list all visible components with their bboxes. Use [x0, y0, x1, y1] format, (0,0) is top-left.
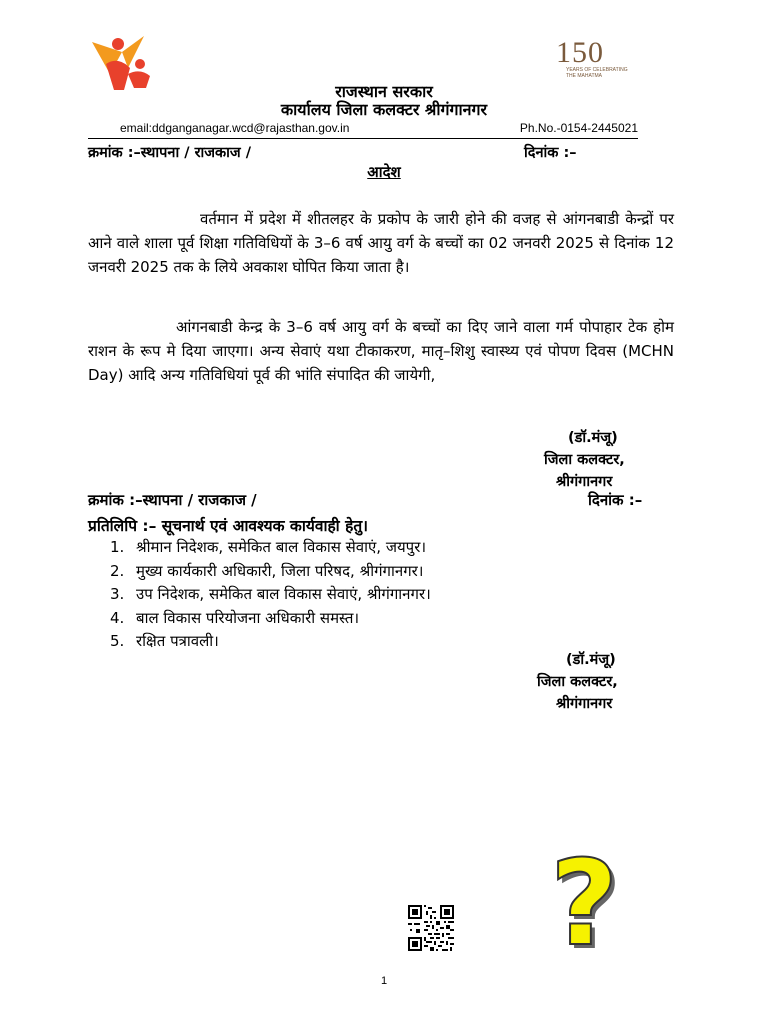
list-item: 3. उप निदेशक, समेकित बाल विकास सेवाएं, श्रीगंगानगर।: [110, 585, 431, 604]
phone-text: Ph.No.-0154-2445021: [519, 121, 638, 135]
email-text: email:ddganganagar.wcd@rajasthan.gov.in: [120, 121, 350, 135]
anniv-number: 150: [556, 36, 604, 69]
header-divider: [88, 138, 638, 139]
anniv-text: YEARS OF CELEBRATING THE MAHATMA: [566, 67, 628, 79]
date-label-2: दिनांक :–: [588, 491, 643, 509]
order-paragraph-2: आंगनबाडी केन्द्र के 3–6 वर्ष आयु वर्ग के बच्चों का दिए जाने वाला गर्म पोपाहार टेक होम राशन के रूप मे दिया जाएगा। अन्य सेवाएं यथा टीकाकरण, मातृ–शिशु स्वास्थ्य एवं पोपण दिवस (MCHN Day) आदि अन्य गतिविधियां पूर्व की भांति संपादित की जायेगी,: [88, 318, 674, 384]
list-item: 2. मुख्य कार्यकारी अधिकारी, जिला परिषद, श्रीगंगानगर।: [110, 561, 424, 580]
signatory-name-2: (डॉ.मंजू): [566, 652, 616, 668]
office-heading: कार्यालय जिला कलक्टर श्रीगंगानगर: [280, 100, 488, 119]
ref-number-2: क्रमांक :–स्थापना / राजकाज /: [88, 491, 257, 509]
signatory-designation-1: जिला कलक्टर,: [544, 452, 625, 468]
signatory-name-1: (डॉ.मंजू): [568, 430, 618, 446]
list-item: 5. रक्षित पत्रावली।: [110, 632, 219, 651]
order-paragraph-1: वर्तमान में प्रदेश में शीतलहर के प्रकोप के जारी होने की वजह से आंगनबाडी केन्द्रों पर आने वाले शाला पूर्व शिक्षा गतिविधियों के 3–6 वर्ष आयु वर्ग के बच्चों का 02 जनवरी 2025 से दिनांक 12 जनवरी 2025 तक के लिये अवकाश घोपित किया जाता है।: [88, 210, 674, 276]
list-item: 4. बाल विकास परियोजना अधिकारी समस्त।: [110, 608, 360, 627]
date-label-1: दिनांक :–: [524, 145, 577, 161]
order-title: आदेश: [367, 163, 401, 181]
page-number: 1: [380, 975, 388, 987]
govt-heading: राजस्थान सरकार: [335, 82, 433, 101]
ref-number-1: क्रमांक :–स्थापना / राजकाज /: [88, 145, 252, 161]
gandhi-150-logo: [556, 38, 632, 86]
list-item: 1. श्रीमान निदेशक, समेकित बाल विकास सेवाएं, जयपुर।: [110, 538, 427, 556]
signatory-designation-2: जिला कलक्टर,: [537, 674, 618, 690]
contact-line: [120, 121, 638, 135]
signatory-place-1: श्रीगंगानगर: [556, 474, 613, 490]
question-mark-icon: ?: [550, 834, 619, 972]
signatory-place-2: श्रीगंगानगर: [556, 696, 613, 712]
qr-code-icon: [408, 905, 454, 951]
copy-heading: प्रतिलिपि :– सूचनार्थ एवं आवश्यक कार्यवाही हेतु।: [88, 517, 369, 535]
copy-recipient-list: [110, 536, 431, 654]
